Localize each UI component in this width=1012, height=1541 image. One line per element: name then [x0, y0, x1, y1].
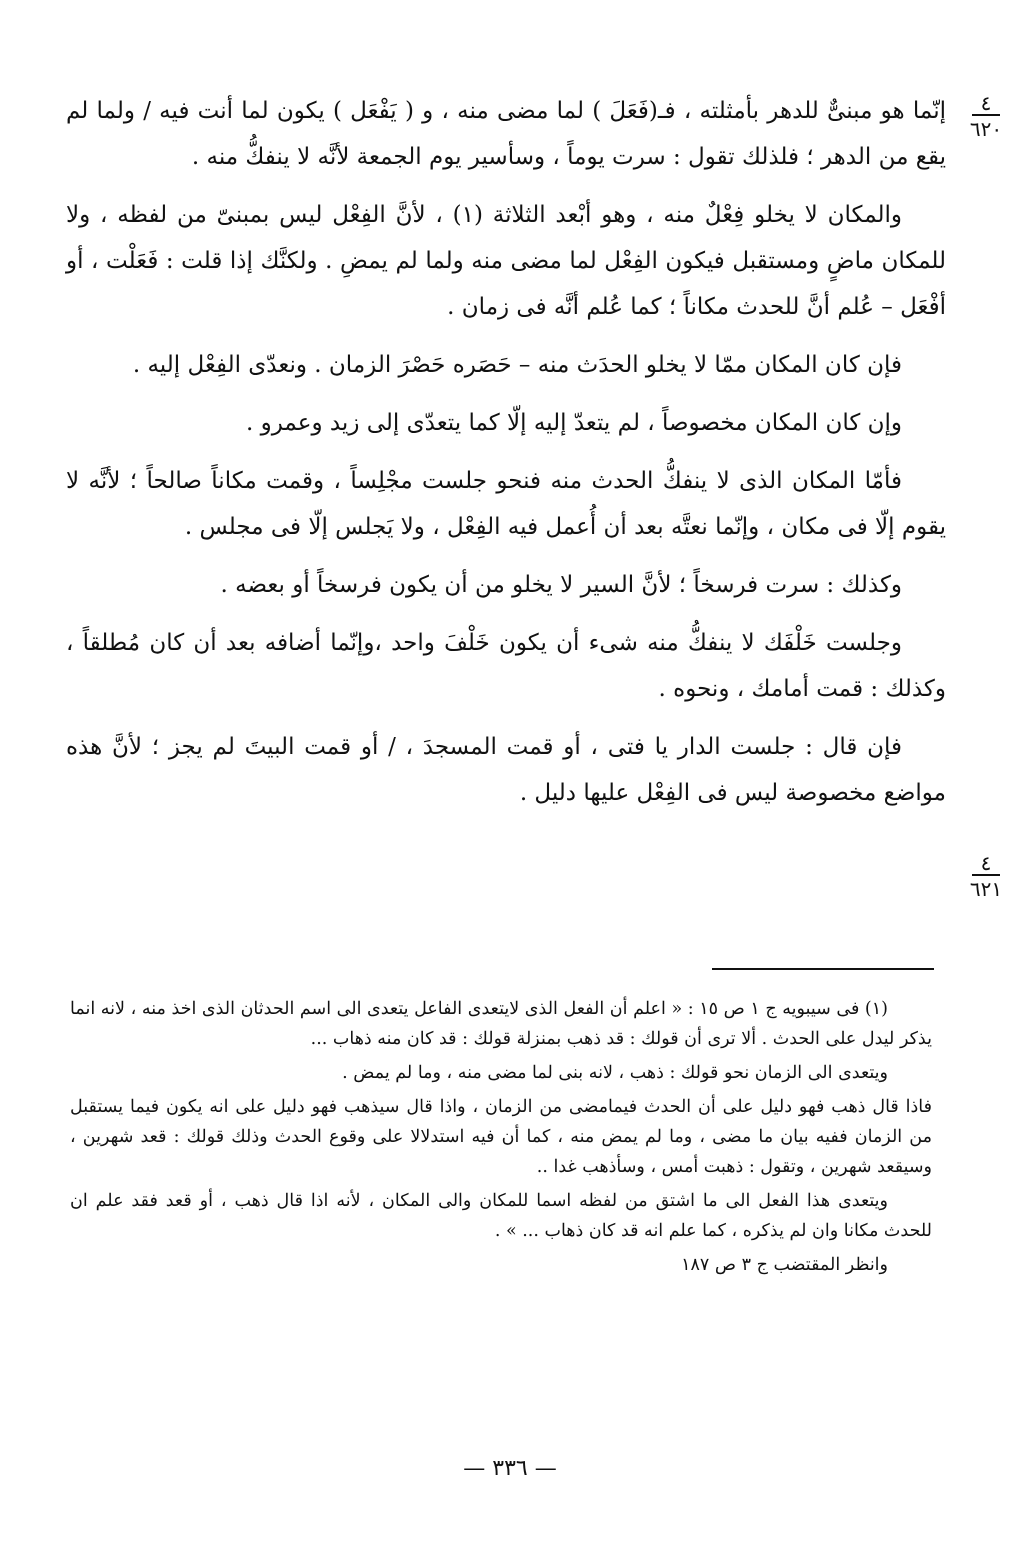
- paragraph: وجلست خَلْفَك لا ينفكُّ منه شىء أن يكون خَلْفَ واحد ،وإنّما أضافه بعد أن كان مُطلقاً ، وكذلك : قمت أمامك ، ونحوه .: [66, 630, 946, 702]
- paragraph: فأمّا المكان الذى لا ينفكُّ الحدث منه فنحو جلست مجْلِساً ، وقمت مكاناً صالحاً ؛ لأنَّه لا يقوم إلّا فى مكان ، وإنّما نعتَّه بعد أن أُعمل فيه الفِعْل ، ولا يَجلس إلّا فى مجلس .: [66, 468, 946, 540]
- paragraph: وكذلك : سرت فرسخاً ؛ لأنَّ السير لا يخلو من أن يكون فرسخاً أو بعضه .: [220, 572, 902, 598]
- margin-volume: ٤: [972, 852, 1000, 876]
- paragraph: إنّما هو مبنىٌّ للدهر بأمثلته ، فـ(فَعَلَ ) لما مضى منه ، و ( يَفْعَل ) يكون لما أنت فيه / ولما لم يقع من الدهر ؛ فلذلك تقول : سرت يوماً ، وسأسير يوم الجمعة لأنَّه لا ينفكُّ منه .: [66, 98, 946, 170]
- paragraph: وإن كان المكان مخصوصاً ، لم يتعدّ إليه إلّا كما يتعدّى إلى زيد وعمرو .: [246, 410, 902, 436]
- page-number: — ٣٣٦ —: [463, 1456, 557, 1481]
- margin-reference-1: [962, 92, 1010, 140]
- margin-reference-2: [962, 852, 1010, 900]
- footnote: ويتعدى هذا الفعل الى ما اشتق من لفظه اسما للمكان والى المكان ، لأنه اذا قال ذهب ، أو قعد فقد علم ان للحدث مكانا وان لم يذكره ، كما علم انه قد كان ذهاب ... » .: [70, 1191, 932, 1241]
- paragraph: فإن قال : جلست الدار يا فتى ، أو قمت المسجدَ ، / أو قمت البيتَ لم يجز ؛ لأنَّ هذه مواضع مخصوصة ليس فى الفِعْل عليها دليل .: [66, 734, 946, 806]
- main-text: [66, 88, 946, 828]
- footnote: وانظر المقتضب ج ٣ ص ١٨٧: [681, 1255, 888, 1275]
- footnote: فاذا قال ذهب فهو دليل على أن الحدث فيمامضى من الزمان ، واذا قال سيذهب فهو دليل على انه يكون فيما يستقبل من الزمان ففيه بيان ما مضى ، وما لم يمض منه ، كما أن فيه استدلالا على وقوع الحدث وذلك قولك : قعد شهرين ، وسيقعد شهرين ، وتقول : ذهبت أمس ، وسأذهب غدا ..: [70, 1097, 932, 1177]
- footnote: (١) فى سيبويه ج ١ ص ١٥ : « اعلم أن الفعل الذى لايتعدى الفاعل يتعدى الى اسم الحدثان الذى اخذ منه ، لانه انما يذكر ليدل على الحدث . ألا ترى أن قولك : قد ذهب بمنزلة قولك : قد كان منه ذهاب ...: [70, 999, 932, 1049]
- paragraph: والمكان لا يخلو فِعْلٌ منه ، وهو أبْعد الثلاثة (١) ، لأنَّ الفِعْل ليس بمبنىّ من لفظه ، ولا للمكان ماضٍ ومستقبل فيكون الفِعْل لما مضى منه ولما لم يمضِ . ولكنَّك إذا قلت : فَعَلْت ، أو أفْعَل – عُلم أنَّ للحدث مكاناً ؛ كما عُلم أنَّه فى زمان .: [66, 202, 946, 320]
- footnotes: [70, 994, 932, 1284]
- margin-page: ٦٢١: [969, 877, 1003, 901]
- margin-page: ٦٢٠: [969, 117, 1003, 141]
- footnote-separator: [712, 968, 934, 970]
- footnote: ويتعدى الى الزمان نحو قولك : ذهب ، لانه بنى لما مضى منه ، وما لم يمض .: [342, 1063, 888, 1083]
- paragraph: فإن كان المكان ممّا لا يخلو الحدَث منه – حَصَره حَصْرَ الزمان . ونعدّى الفِعْل إليه .: [132, 352, 902, 378]
- margin-volume: ٤: [972, 92, 1000, 116]
